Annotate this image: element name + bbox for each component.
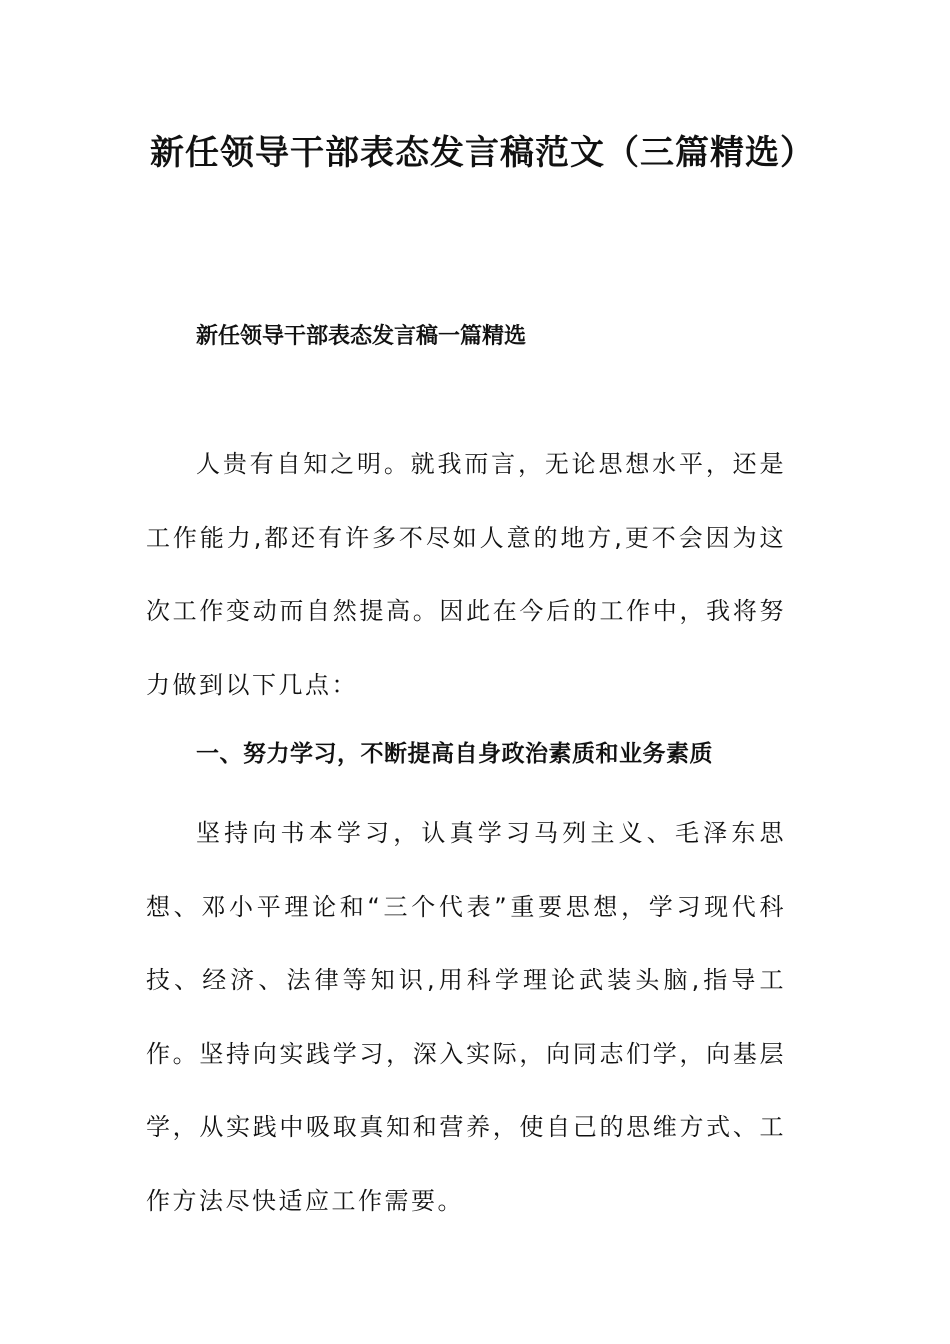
section-title: 新任领导干部表态发言稿一篇精选 xyxy=(196,323,527,349)
heading-point-one: 一、努力学习，不断提高自身政治素质和业务素质 xyxy=(196,740,713,767)
paragraph-intro: 人贵有自知之明。就我而言，无论思想水平，还是工作能力,都还有许多不尽如人意的地方,更不会因为这次工作变动而自然提高。因此在今后的工作中，我将努力做到以下几点： xyxy=(146,450,786,699)
document-title: 新任领导干部表态发言稿范文（三篇精选） xyxy=(150,133,815,173)
paragraph-point-one: 坚持向书本学习，认真学习马列主义、毛泽东思想、邓小平理论和“三个代表”重要思想，学习现代科技、经济、法律等知识,用科学理论武装头脑,指导工作。坚持向实践学习，深入实际，向同志们学，向基层学，从实践中吸取真知和营养，使自己的思维方式、工作方法尽快适应工作需要。 xyxy=(146,819,786,1215)
